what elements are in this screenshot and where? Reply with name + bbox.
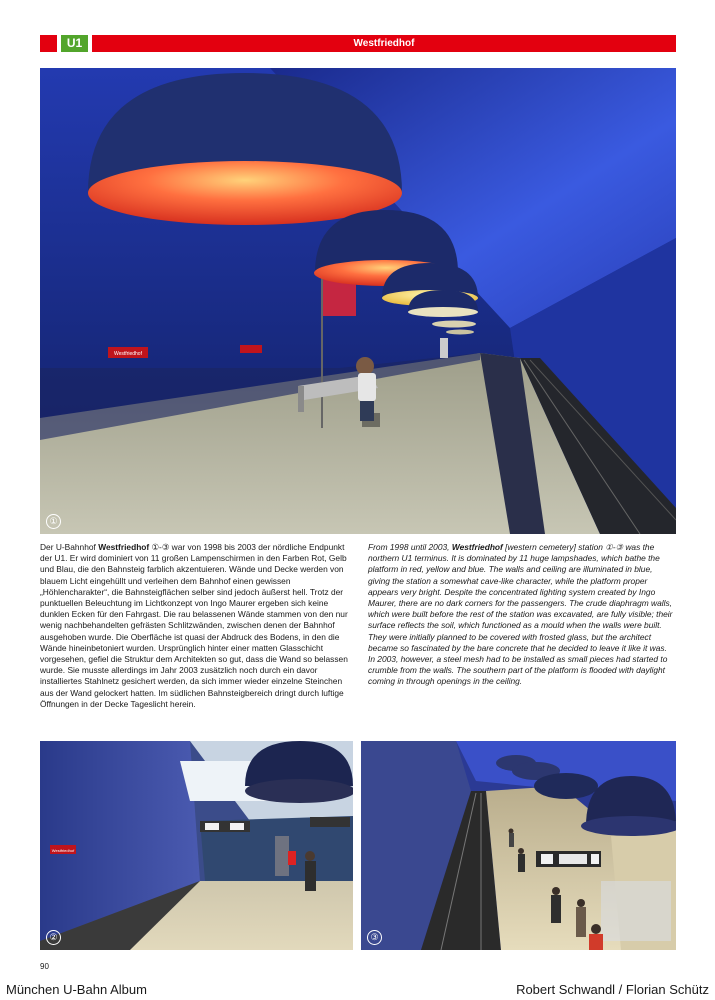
station-name-bold: Westfriedhof: [451, 542, 503, 552]
station-name-bold: Westfriedhof: [98, 542, 150, 552]
photo-main-platform: [40, 68, 676, 534]
footer-album-title: München U-Bahn Album: [6, 982, 147, 997]
photo-number-badge: ②: [46, 930, 61, 945]
page-header: [40, 35, 676, 52]
station-title: Westfriedhof: [92, 35, 676, 52]
photo-number-badge: ①: [46, 514, 61, 529]
photo-platform-overview: [361, 741, 676, 950]
page-number: 90: [40, 962, 49, 971]
footer-authors: Robert Schwandl / Florian Schütz: [516, 982, 709, 997]
line-badge: U1: [61, 35, 88, 52]
body-text-english: From 1998 until 2003, Westfriedhof [western cemetery] station ①-③ was the northern U1 terminus. It is dominated by 11 huge lampshades, which bathe the platform in red, yellow and blue. The walls and ceiling are illuminated in blue, giving the station a somewhat cave-like character, while the platform proper appears very bright. Despite the concentrated lighting system created by Ingo Maurer, there are no dark corners for the passengers. The crude diaphragm walls, which were built before the rest of the station was excavated, are fully visible; their surface reflects the soil, which functioned as a mould when the walls were built. They were initially planned to be covered with frosted glass, but the architect became so fascinated by the bare concrete that he decided to leave it like it was. In 2003, however, a steel mesh had to be installed as small pieces had started to crumble from the walls. The southern part of the platform is flooded with daylight coming in through openings in the ceiling.: [368, 542, 673, 687]
photo-number-badge: ③: [367, 930, 382, 945]
station-sign: Westfriedhof: [51, 848, 75, 853]
header-red-block: [40, 35, 57, 52]
photo-platform-south: [40, 741, 353, 950]
body-text-german: Der U-Bahnhof Westfriedhof ①-③ war von 1998 bis 2003 der nördliche Endpunkt der U1. Er wird dominiert von 11 großen Lampenschirmen in den Farben Rot, Gelb und Blau, die den Bahnsteig farblich akzentuieren. Wände und Decke werden von blauem Licht eingehüllt und verleihen dem Bahnhof einen gewissen „Höhlencharakter“, die Bahnsteigflächen selber sind jedoch äußerst hell. Trotz der punktuellen Beleuchtung im Lichtkonzept von Ingo Maurer ergeben sich keine dunklen Ecken für den Fahrgast. Die rau belassenen Wände stammen von den nur wenig nachbehandelten gefrästen Schlitzwänden, zwischen denen der Bahnhof ausgehoben wurde. Die Oberfläche ist quasi der Abdruck des Bodens, in den die Wände hineinbetoniert wurden. Ursprünglich hinter einer matten Glasschicht vorgesehen, gefiel die Struktur dem Architekten so gut, dass die Wand so belassen wurde. Sie musste allerdings im Jahr 2003 zusätzlich noch durch ein davor installiertes Stahlnetz gesichert werden, da sich immer wieder einzelne Steinchen aus der Wand gelockert hatten. Im südlichen Bahnsteigbereich dringt durch luftige Öffnungen in der Decke Tageslicht herein.: [40, 542, 348, 709]
station-sign: Westfriedhof: [114, 351, 142, 357]
